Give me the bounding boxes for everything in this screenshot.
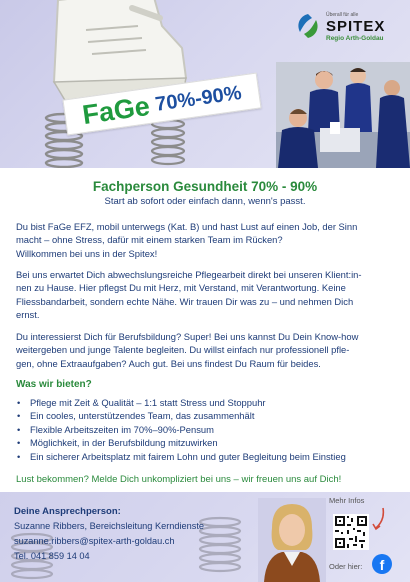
nurses-team-photo xyxy=(276,62,410,168)
logo-brand: SPITEX xyxy=(326,18,386,35)
hero-banner xyxy=(0,0,410,168)
contact-footer xyxy=(0,492,410,582)
list-item: • Ein cooles, unterstützendes Team, das zusammenhält xyxy=(16,409,346,422)
paragraph-line: Willkommen bei uns in der Spitex! xyxy=(16,247,158,259)
social-label: Oder hier: xyxy=(329,562,363,571)
offers-list xyxy=(16,396,346,463)
list-item: • Möglichkeit, in der Berufsbildung mitzuwirken xyxy=(16,436,346,449)
paragraph-line: nen zu Hause. Hier pflegst Du mit Herz, mit Verstand, mit Verantwortung. Keine xyxy=(16,282,346,294)
contact-phone[interactable]: Tel. 041 859 14 04 xyxy=(14,551,90,561)
contact-heading: Deine Ansprechperson: xyxy=(14,506,121,517)
facebook-icon[interactable]: f xyxy=(372,554,392,574)
paragraph-line: weitergeben und junge Talente begleiten. Du willst einfach nur professionell pfle- xyxy=(16,344,350,356)
paragraph-line: Du bist FaGe EFZ, mobil unterwegs (Kat. B) und hast Lust auf einen Job, der Sinn xyxy=(16,221,358,232)
call-to-action: Lust bekommen? Melde Dich unkompliziert bei uns – wir freuen uns auf Dich! xyxy=(16,474,342,485)
list-item: • Flexible Arbeitszeiten im 70%–90%-Pensum xyxy=(16,423,346,436)
paragraph-line: gen, ohne Extraaufgaben? Auch gut. Bei uns findest Du Raum für beides. xyxy=(16,357,321,369)
contact-name: Suzanne Ribbers, Bereichsleitung Kerndienste xyxy=(14,521,204,531)
paragraph-line: Du interessierst Dich für Berufsbildung? Super! Bei uns kannst Du Dein Know-how xyxy=(16,331,359,342)
intro-paragraph xyxy=(16,220,398,260)
list-item: • Pflege mit Zeit & Qualität – 1:1 statt Stress und Stoppuhr xyxy=(16,396,346,409)
spring-image xyxy=(148,118,188,168)
training-paragraph xyxy=(16,330,398,370)
spitex-logo-icon xyxy=(294,12,322,40)
paragraph-line: Fliessbandarbeit, sondern echte Nähe. Wir trauen Dir was zu – und nehmen Dich xyxy=(16,295,354,307)
page-subtitle: Start ab sofort oder einfach dann, wenn's passt. xyxy=(104,196,306,207)
more-info-label: Mehr Infos xyxy=(329,496,365,505)
page-title: Fachperson Gesundheit 70% - 90% xyxy=(92,179,318,194)
fage-label-text: FaGe xyxy=(80,90,152,130)
fage-label-percent: 70%-90% xyxy=(153,81,243,116)
paragraph-line: ernst. xyxy=(16,308,40,320)
spitex-logo xyxy=(294,10,406,44)
logo-region: Regio Arth-Goldau xyxy=(326,35,384,42)
pointer-arrow-icon xyxy=(371,506,387,532)
logo-tagline: Überall für alle xyxy=(326,12,359,18)
list-item: • Ein sicherer Arbeitsplatz mit fairem Lohn und guter Begleitung beim Einstieg xyxy=(16,450,346,463)
contact-email-link[interactable]: suzanne.ribbers@spitex-arth-goldau.ch xyxy=(14,536,175,546)
work-paragraph xyxy=(16,268,398,321)
qr-code-icon[interactable] xyxy=(333,514,369,550)
contact-person-photo xyxy=(258,498,326,582)
offers-heading: Was wir bieten? xyxy=(16,379,92,390)
paragraph-line: Bei uns erwartet Dich abwechslungsreiche Pflegearbeit direkt bei unseren Klient:in- xyxy=(16,269,362,280)
paragraph-line: macht – ohne Stress, dafür mit einem starken Team im Rücken? xyxy=(16,234,283,246)
